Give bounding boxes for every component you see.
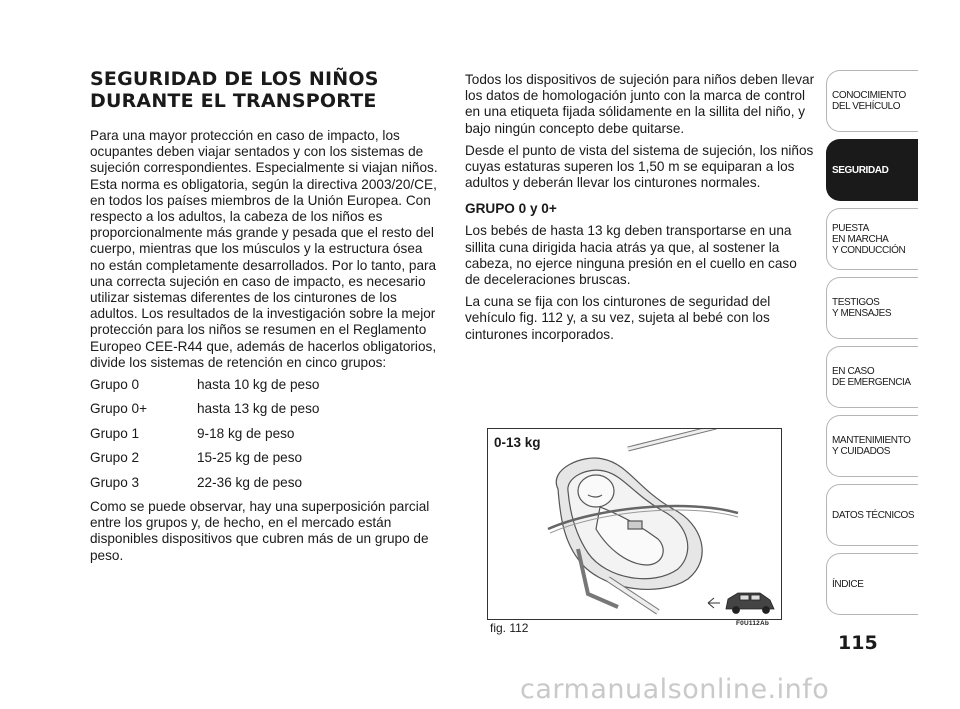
group-name: Grupo 3	[90, 474, 140, 490]
tab-seguridad[interactable]	[826, 139, 918, 201]
group-weight: hasta 10 kg de peso	[197, 377, 320, 393]
figure-weight-tag: 0-13 kg	[494, 435, 541, 450]
group-name: Grupo 0+	[90, 401, 148, 417]
group-row	[90, 401, 440, 417]
tab-label: EN CASO DE EMERGENCIA	[832, 366, 911, 388]
tab-datos-tecnicos[interactable]	[826, 484, 918, 546]
page-number: 115	[838, 632, 878, 654]
closing-paragraph: Como se puede observar, hay una superposición parcial entre los grupos y, de hecho, en el mercado están disponibles dispositivos que cubren más de un grupo de peso.	[90, 499, 430, 563]
heading-line-2: DURANTE EL TRANSPORTE	[90, 90, 377, 112]
intro-paragraph: Para una mayor protección en caso de impacto, los ocupantes deben viajar sentados y con los sistemas de sujeción correspondientes. Especialmente si viajan niños. Esta norma es obligatoria, según la directiva 2003/20/CE, en todos los países miembros de la Unión Europea. Con respecto a los adultos, la cabeza de los niños es proporcionalmente más grande y pesada que el resto del cuerpo, mientras que los músculos y la estructura ósea no están completamente desarrollados. Por lo tanto, para una correcta sujeción en caso de impacto, es necesario utilizar sistemas diferentes de los cinturones de los adultos. Los resultados de la investigación sobre la mejor protección para los niños se resumen en el Reglamento Europeo CEE-R44 que, además de hacerlos obligatorios, divide los sistemas de retención en cinco grupos:	[90, 128, 438, 370]
figure-caption: fig. 112	[490, 621, 529, 635]
infant-paragraph: Los bebés de hasta 13 kg deben transportarse en una sillita cuna dirigida hacia atrás ya que, al sostener la cabeza, no ejerce ninguna presión en el cuello en caso de deceleraciones bruscas.	[465, 223, 797, 288]
tab-label: CONOCIMIENTO DEL VEHÍCULO	[832, 90, 906, 112]
car-icon	[726, 593, 774, 614]
tab-emergencia[interactable]	[826, 346, 918, 408]
tab-label: PUESTA EN MARCHA Y CONDUCCIÓN	[832, 222, 906, 256]
baby-carrier-illustration	[488, 429, 781, 619]
arrow-left-icon	[708, 598, 720, 608]
tab-label: ÍNDICE	[832, 578, 864, 590]
tab-label: MANTENIMIENTO Y CUIDADOS	[832, 435, 911, 457]
tab-mantenimiento[interactable]	[826, 415, 918, 477]
chapter-tabs	[826, 70, 918, 622]
height-paragraph: Desde el punto de vista del sistema de sujeción, los niños cuyas estaturas superen los 1,50 m se equiparan a los adultos y deberán llevar los cinturones normales.	[465, 142, 814, 191]
group-name: Grupo 0	[90, 377, 140, 393]
left-column	[90, 68, 440, 570]
group-weight: 22-36 kg de peso	[197, 474, 303, 490]
figure-112	[487, 428, 782, 620]
group-0-subheading: GRUPO 0 y 0+	[465, 201, 557, 217]
tab-label: DATOS TÉCNICOS	[832, 509, 915, 521]
figure-code: F0U112Ab	[736, 620, 770, 627]
tab-label: SEGURIDAD	[832, 164, 889, 176]
section-heading	[90, 68, 440, 112]
tab-puesta-en-marcha[interactable]	[826, 208, 918, 270]
weight-groups-list	[90, 377, 440, 491]
group-weight: 9-18 kg de peso	[197, 425, 295, 441]
homologation-paragraph: Todos los dispositivos de sujeción para niños deben llevar los datos de homologación junto con la marca de control en una etiqueta fijada sólidamente en la sillita del niño, y bajo ningún concepto debe quitarse.	[465, 72, 815, 136]
group-row	[90, 426, 440, 442]
tab-conocimiento[interactable]	[826, 70, 918, 132]
heading-line-1: SEGURIDAD DE LOS NIÑOS	[90, 68, 379, 90]
tab-label: TESTIGOS Y MENSAJES	[832, 297, 892, 319]
group-name: Grupo 1	[90, 425, 140, 441]
group-row	[90, 450, 440, 466]
group-row	[90, 377, 440, 393]
right-column	[465, 72, 815, 349]
group-row	[90, 475, 440, 491]
group-name: Grupo 2	[90, 450, 140, 466]
group-weight: 15-25 kg de peso	[197, 450, 303, 466]
tab-indice[interactable]	[826, 553, 918, 615]
cradle-paragraph: La cuna se fija con los cinturones de seguridad del vehículo fig. 112 y, a su vez, sujeta al bebé con los cinturones incorporados.	[465, 294, 771, 342]
tab-testigos[interactable]	[826, 277, 918, 339]
watermark: carmanualsonline.info	[520, 674, 830, 705]
group-weight: hasta 13 kg de peso	[197, 401, 320, 417]
